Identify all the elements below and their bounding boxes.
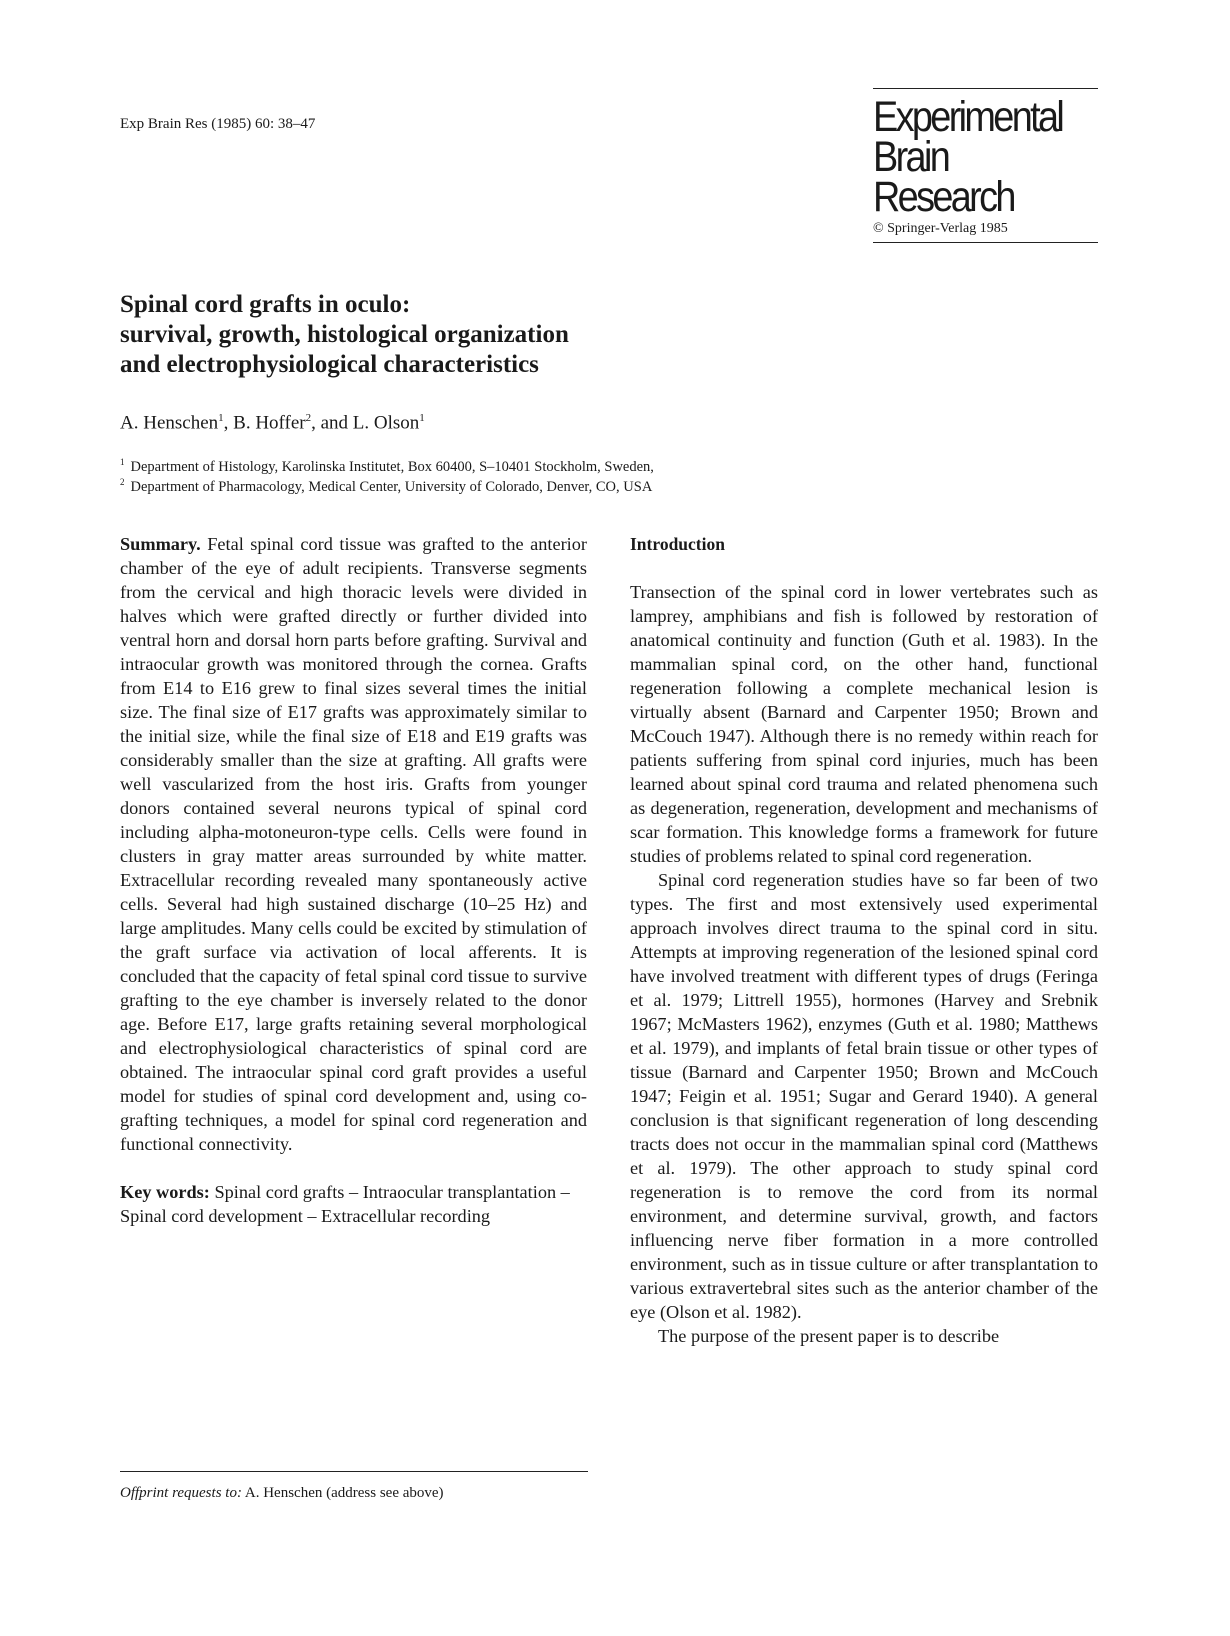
title-line: Spinal cord grafts in oculo: [120, 291, 411, 318]
affiliation [120, 472, 652, 497]
affiliation-text: Department of Histology, Karolinska Institutet, Box 60400, S–10401 Stockholm, Sweden, [130, 458, 654, 475]
journal-logo [873, 93, 1071, 221]
author-affil-marker: 1 [218, 412, 224, 424]
author-name: L. Olson [352, 412, 420, 434]
footnote-divider [120, 1471, 588, 1472]
journal-name-line1: Experimental [873, 93, 1063, 141]
affiliation-number: 2 [120, 477, 125, 487]
right-column [630, 532, 1098, 1348]
author-name: B. Hoffer [233, 412, 306, 434]
summary-label: Summary. [120, 534, 201, 554]
summary-paragraph [120, 532, 587, 1156]
journal-logo-block [873, 88, 1098, 243]
intro-paragraph: Spinal cord regeneration studies have so far been of two types. The first and most extensively used experimental approach involves direct trauma to the spinal cord in situ. Attempts at improving regeneration of the lesioned spinal cord have involved treatment with different types of drugs (Feringa et al. 1979; Littrell 1955), hormones (Harvey and Srebnik 1967; McMasters 1962), enzymes (Guth et al. 1980; Matthews et al. 1979), and implants of fetal brain tissue or other types of tissue (Barnard and Carpenter 1950; Brown and McCouch 1947; Feigin et al. 1951; Sugar and Gerard 1940). A general conclusion is that significant regeneration of long descending tracts does not occur in the mammalian spinal cord (Matthews et al. 1979). The other approach to study spinal cord regeneration is to remove the cord from its normal environment, and determine survival, growth, and factors influencing nerve fiber formation in a more controlled environment, such as in tissue culture or after transplantation to various extravertebral sites such as the anterior chamber of the eye (Olson et al. 1982). [630, 870, 1098, 1322]
author-name: A. Henschen [120, 412, 219, 434]
author-separator: , [223, 412, 234, 434]
divider [873, 242, 1098, 243]
affiliation-number: 1 [120, 457, 125, 467]
footnote [120, 1485, 444, 1502]
article-title [120, 290, 820, 380]
footnote-text: A. Henschen (address see above) [241, 1485, 444, 1501]
left-column [120, 532, 587, 1228]
author-list [120, 412, 425, 434]
keywords-text: Spinal cord grafts – Intraocular transplantation – Spinal cord development – Extracellular recording [120, 1182, 570, 1226]
author-affil-marker: 2 [305, 412, 312, 424]
footnote-label: Offprint requests to: [120, 1485, 242, 1501]
section-heading-introduction: Introduction [630, 534, 725, 554]
author-affil-marker: 1 [419, 412, 425, 424]
copyright: © Springer-Verlag 1985 [873, 221, 1008, 236]
journal-citation: Exp Brain Res (1985) 60: 38–47 [120, 116, 316, 132]
author-separator: , and [311, 412, 353, 434]
affiliation-text: Department of Pharmacology, Medical Center, University of Colorado, Denver, CO, USA [130, 478, 653, 495]
intro-paragraph: Transection of the spinal cord in lower vertebrates such as lamprey, amphibians and fish is followed by restoration of anatomical continuity and function (Guth et al. 1983). In the mammalian spinal cord, on the other hand, functional regeneration following a complete mechanical lesion is virtually absent (Barnard and Carpenter 1950; Brown and McCouch 1947). Although there is no remedy within reach for patients suffering from spinal cord injuries, much has been learned about spinal cord trauma and related phenomena such as degeneration, regeneration, development and mechanisms of scar formation. This knowledge forms a framework for future studies of problems related to spinal cord regeneration. [630, 582, 1098, 866]
title-line: survival, growth, histological organization [120, 321, 569, 348]
keywords-paragraph [120, 1180, 587, 1228]
title-line: and electrophysiological characteristics [120, 351, 539, 378]
journal-name-line2: Brain Research [873, 133, 1014, 221]
summary-text: Fetal spinal cord tissue was grafted to the anterior chamber of the eye of adult recipients. Transverse segments from the cervical and high thoracic levels were divided in halves which were grafted directly or further divided into ventral horn and dorsal horn parts before grafting. Survival and intraocular growth was monitored through the cornea. Grafts from E14 to E16 grew to final sizes several times the initial size. The final size of E17 grafts was approximately similar to the initial size, while the final size of E18 and E19 grafts was considerably smaller than the size at grafting. All grafts were well vascularized from the host iris. Grafts from younger donors contained several neurons typical of spinal cord including alpha-motoneuron-type cells. Cells were found in clusters in gray matter areas surrounded by white matter. Extracellular recording revealed many spontaneously active cells. Several had high sustained discharge (10–25 Hz) and large amplitudes. Many cells could be excited by stimulation of the graft surface via activation of local afferents. It is concluded that the capacity of fetal spinal cord tissue to survive grafting to the eye chamber is inversely related to the donor age. Before E17, large grafts retaining several morphological and electrophysiological characteristics of spinal cord are obtained. The intraocular spinal cord graft provides a useful model for studies of spinal cord development and, using co-grafting techniques, a model for spinal cord regeneration and functional connectivity. [120, 534, 587, 1154]
divider [873, 88, 1098, 89]
keywords-label: Key words: [120, 1182, 210, 1202]
intro-paragraph: The purpose of the present paper is to describe [658, 1326, 1000, 1346]
